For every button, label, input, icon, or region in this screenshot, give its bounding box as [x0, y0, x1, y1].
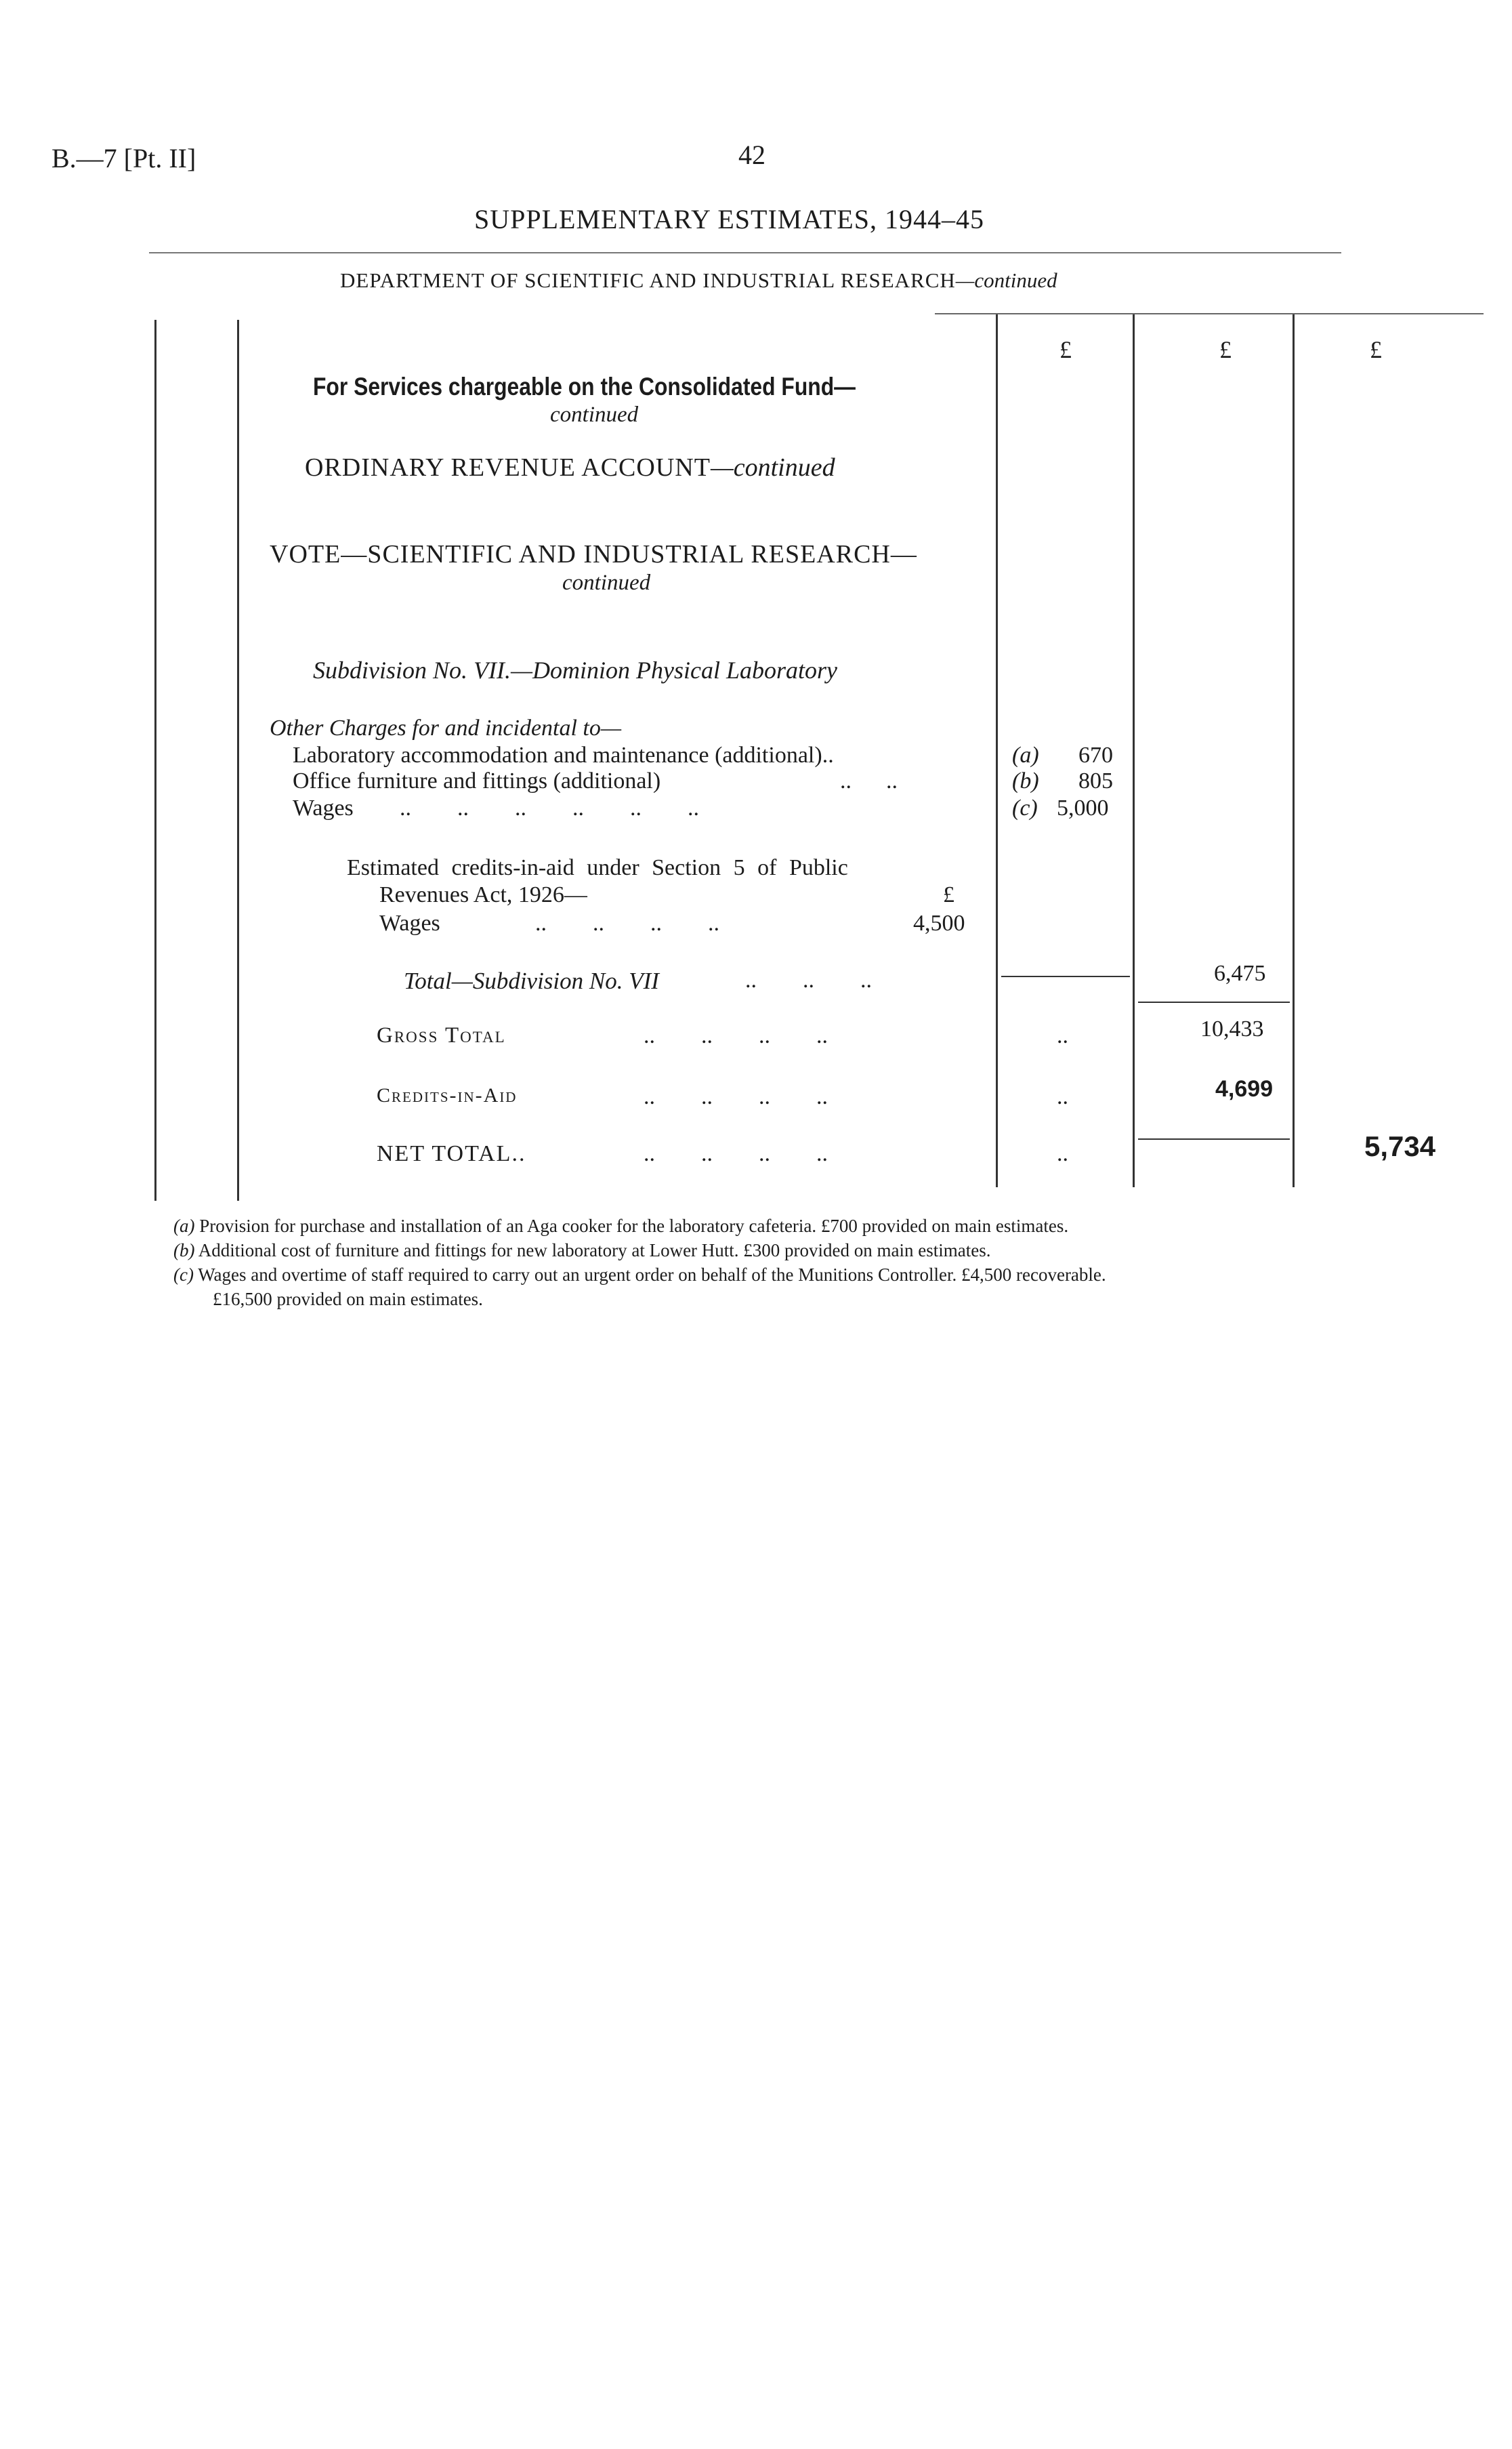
other-charges-heading: Other Charges for and incidental to— — [270, 716, 622, 741]
document-reference: B.—7 [Pt. II] — [51, 143, 196, 173]
footnote-mark: (a) — [173, 1216, 195, 1236]
item-note: (a) — [1012, 743, 1039, 768]
credits-in-aid-leader: .. .. .. .. — [644, 1084, 828, 1109]
net-total-amount: 5,734 — [1364, 1130, 1436, 1162]
table-left-border — [154, 320, 156, 1201]
item-leader: .. .. .. .. .. .. — [400, 796, 699, 821]
credits-in-aid-label: Credits-in-Aid — [377, 1084, 518, 1107]
column-divider-2 — [1133, 313, 1135, 1187]
credits-in-aid-col1: .. — [1057, 1084, 1068, 1109]
item-note: (b) — [1012, 768, 1039, 794]
gross-total-amount: 10,433 — [1200, 1016, 1264, 1042]
footnote-text: £16,500 provided on main estimates. — [213, 1289, 483, 1309]
credits-description-continued: Revenues Act, 1926— — [379, 882, 587, 907]
credits-wages-leader: .. .. .. .. — [535, 911, 719, 936]
subtotal-rule — [1001, 976, 1130, 977]
department-continued: —continued — [955, 268, 1057, 292]
services-heading: For Services chargeable on the Consolidated Fund— — [313, 373, 856, 400]
account-heading — [305, 453, 835, 482]
vote-heading: VOTE—SCIENTIFIC AND INDUSTRIAL RESEARCH— — [270, 540, 917, 569]
footnote-text: Additional cost of furniture and fittings for new laboratory at Lower Hutt. £300 provided on main estimates. — [198, 1240, 991, 1260]
credits-in-aid-amount: 4,699 — [1215, 1076, 1274, 1102]
footnote — [173, 1216, 1068, 1237]
net-total-rule — [1138, 1138, 1290, 1140]
gross-total-leader: .. .. .. .. — [644, 1023, 828, 1048]
account-name: ORDINARY REVENUE ACCOUNT — [305, 453, 711, 482]
gross-total-rule — [1138, 1002, 1290, 1003]
item-amount: 805 — [1078, 768, 1113, 794]
table-left-inner-border — [237, 320, 239, 1201]
credits-wages-amount: 4,500 — [913, 911, 965, 936]
credits-wages-label: Wages — [379, 911, 440, 936]
vote-continued: continued — [562, 571, 651, 595]
credits-pound-sign: £ — [943, 882, 954, 907]
column-divider-3 — [1293, 313, 1295, 1187]
item-label-text: Office furniture and fittings (additional) — [293, 768, 661, 794]
item-amount: 5,000 — [1057, 796, 1109, 821]
footnote-mark: (c) — [173, 1264, 194, 1285]
subdivision-total-amount: 6,475 — [1214, 961, 1266, 986]
footnote-continued — [213, 1289, 483, 1310]
footnote-text: Provision for purchase and installation of an Aga cooker for the laboratory cafeteria. £700 provided on main estimates. — [199, 1216, 1069, 1236]
item-label-text: Wages — [293, 796, 354, 821]
item-label — [293, 796, 354, 821]
department-name: DEPARTMENT OF SCIENTIFIC AND INDUSTRIAL RESEARCH — [340, 268, 956, 292]
footnote — [173, 1240, 990, 1261]
column-header-1: £ — [1059, 336, 1072, 363]
page-title: SUPPLEMENTARY ESTIMATES, 1944–45 — [474, 204, 984, 234]
column-divider-1 — [996, 313, 998, 1187]
item-label — [293, 743, 834, 768]
item-amount: 670 — [1078, 743, 1113, 768]
page-number: 42 — [738, 140, 765, 170]
table-top-rule — [935, 313, 1484, 314]
subdivision-total-label: Total—Subdivision No. VII — [404, 968, 659, 994]
column-header-3: £ — [1370, 336, 1382, 363]
department-heading — [340, 268, 1057, 293]
footnote — [173, 1264, 1106, 1285]
net-total-label: NET TOTAL.. — [377, 1141, 526, 1166]
item-leader: .. — [822, 743, 834, 768]
footnote-text: Wages and overtime of staff required to carry out an urgent order on behalf of the Munitions Controller. £4,500 recoverable. — [198, 1264, 1106, 1285]
item-label-text: Laboratory accommodation and maintenance (additional) — [293, 743, 822, 768]
account-continued: —continued — [710, 453, 835, 482]
gross-total-col1: .. — [1057, 1023, 1068, 1048]
item-label — [293, 768, 660, 794]
subdivision-heading: Subdivision No. VII.—Dominion Physical Laboratory — [313, 657, 837, 684]
footnote-mark: (b) — [173, 1240, 195, 1260]
gross-total-label: Gross Total — [377, 1023, 506, 1048]
net-total-col1: .. — [1057, 1141, 1068, 1166]
credits-description: Estimated credits-in-aid under Section 5 of Public — [347, 855, 848, 880]
column-header-2: £ — [1219, 336, 1232, 363]
services-continued: continued — [550, 403, 639, 427]
net-total-leader: .. .. .. .. — [644, 1141, 828, 1166]
item-leader: .. .. — [840, 768, 898, 794]
subdivision-total-leader: .. .. .. — [745, 968, 872, 993]
header-rule — [149, 252, 1341, 253]
item-note: (c) — [1012, 796, 1038, 821]
